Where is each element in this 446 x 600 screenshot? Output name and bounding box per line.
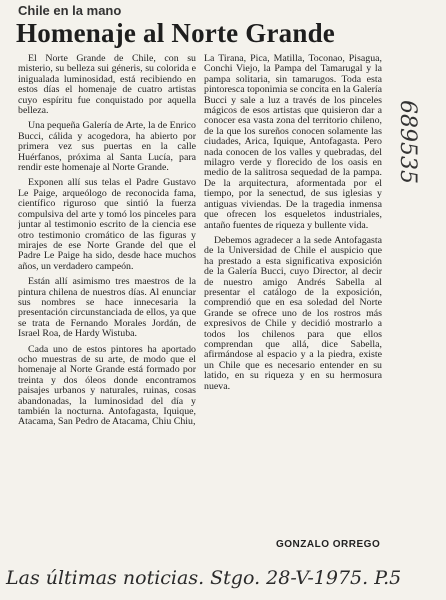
article-column-left [18,54,196,559]
paragraph: Debemos agradecer a la sede Antofagasta de la Universidad de Chile el auspicio que ha prestado a esta significativa exposición de la Galería Bucci, cuyo Director, al decir de nuestro amigo Andrés Sabella al presentar el catálogo de la exposición, comprendió que en esa soledad del Norte Grande se ofrece uno de los rostros más expresivos de Chile y decidió mostrarlo a todos los chilenos para que ellos comprendan que allá, dice Sabella, afirmándose al espacio y a la piedra, existe un Chile que es necesario entender en su latido, en su riqueza y en su hermosura nueva. [204,234,382,392]
archive-number: 689535 [395,100,420,184]
paragraph: Una pequeña Galería de Arte, la de Enrico Bucci, cálida y acogedora, ha abierto por primera vez sus puertas en la calle Huérfanos, próxima al Santa Lucía, para rendir este homenaje al Norte Grande. [18,120,196,174]
handwritten-source-note: Las últimas noticias. Stgo. 28-V-1975. P.5 [6,567,402,589]
article-column-right [204,54,382,574]
paragraph: Cada uno de estos pintores ha aportado ocho muestras de su arte, de modo que el homenaje al Norte Grande está formado por treinta y dos óleos donde encontramos paisajes urbanos y naturales, ruinas, cosas abandonadas, la luminosidad del día y también la nocturna. Antofagasta, Iquique, Atacama, San Pedro de Atacama, Chiu Chiu, [18,343,196,428]
paragraph: Están allí asimismo tres maestros de la pintura chilena de nuestros días. Al enunciar sus nombres se hace innecesaria la presentación circunstanciada de ellos, ya que se trata de Fernando Morales Jordán, de Israel Roa, de Hardy Wistuba. [18,276,196,340]
author-signature: GONZALO ORREGO [276,539,381,550]
paragraph: El Norte Grande de Chile, con su misterio, su belleza sui géneris, su colorida e inigualada luminosidad, está recibiendo en estos días el homenaje de cuatro artistas cuyo espíritu fue conquistado por aquella belleza. [18,54,196,117]
section-header: Chile en la mano [18,3,122,18]
paragraph: Exponen allí sus telas el Padre Gustavo Le Paige, arqueólogo de reconocida fama, científico riguroso que sintió la fuerza compulsiva del arte y tomó los pinceles para juntar al testimonio escrito de la ciencia ese otro testimonio cromático de las figuras y mirajes de ese Norte Grande del que el Padre Le Paige ha sido, desde hace muchos años, un verdadero campeón. [18,177,196,272]
article-title: Homenaje al Norte Grande [16,18,335,48]
paragraph: La Tirana, Pica, Matilla, Toconao, Pisagua, Conchi Viejo, la Pampa del Tamarugal y la pampa solitaria, sin tamarugos. Toda esta pintoresca toponimia se concita en la Galería Bucci y sale a luz a través de los pinceles mágicos de esos artistas que quisieron dar a conocer esa vasta zona del territorio chileno, de la que los sureños conocen solamente las ciudades, Arica, Iquique, Antofagasta. Pero nada conocen de los valles y quebradas, del milagro verde y florecido de los oasis en medio de la salitrosa sequedad de la pampa. De la arquitectura, aformentada por el tiempo, por la senectud, de sus iglesias y antiguas viviendas. De la tragedia inmensa que ofrecen los esqueletos industriales, antaño fuentes de riqueza y bullente vida. [204,54,382,231]
